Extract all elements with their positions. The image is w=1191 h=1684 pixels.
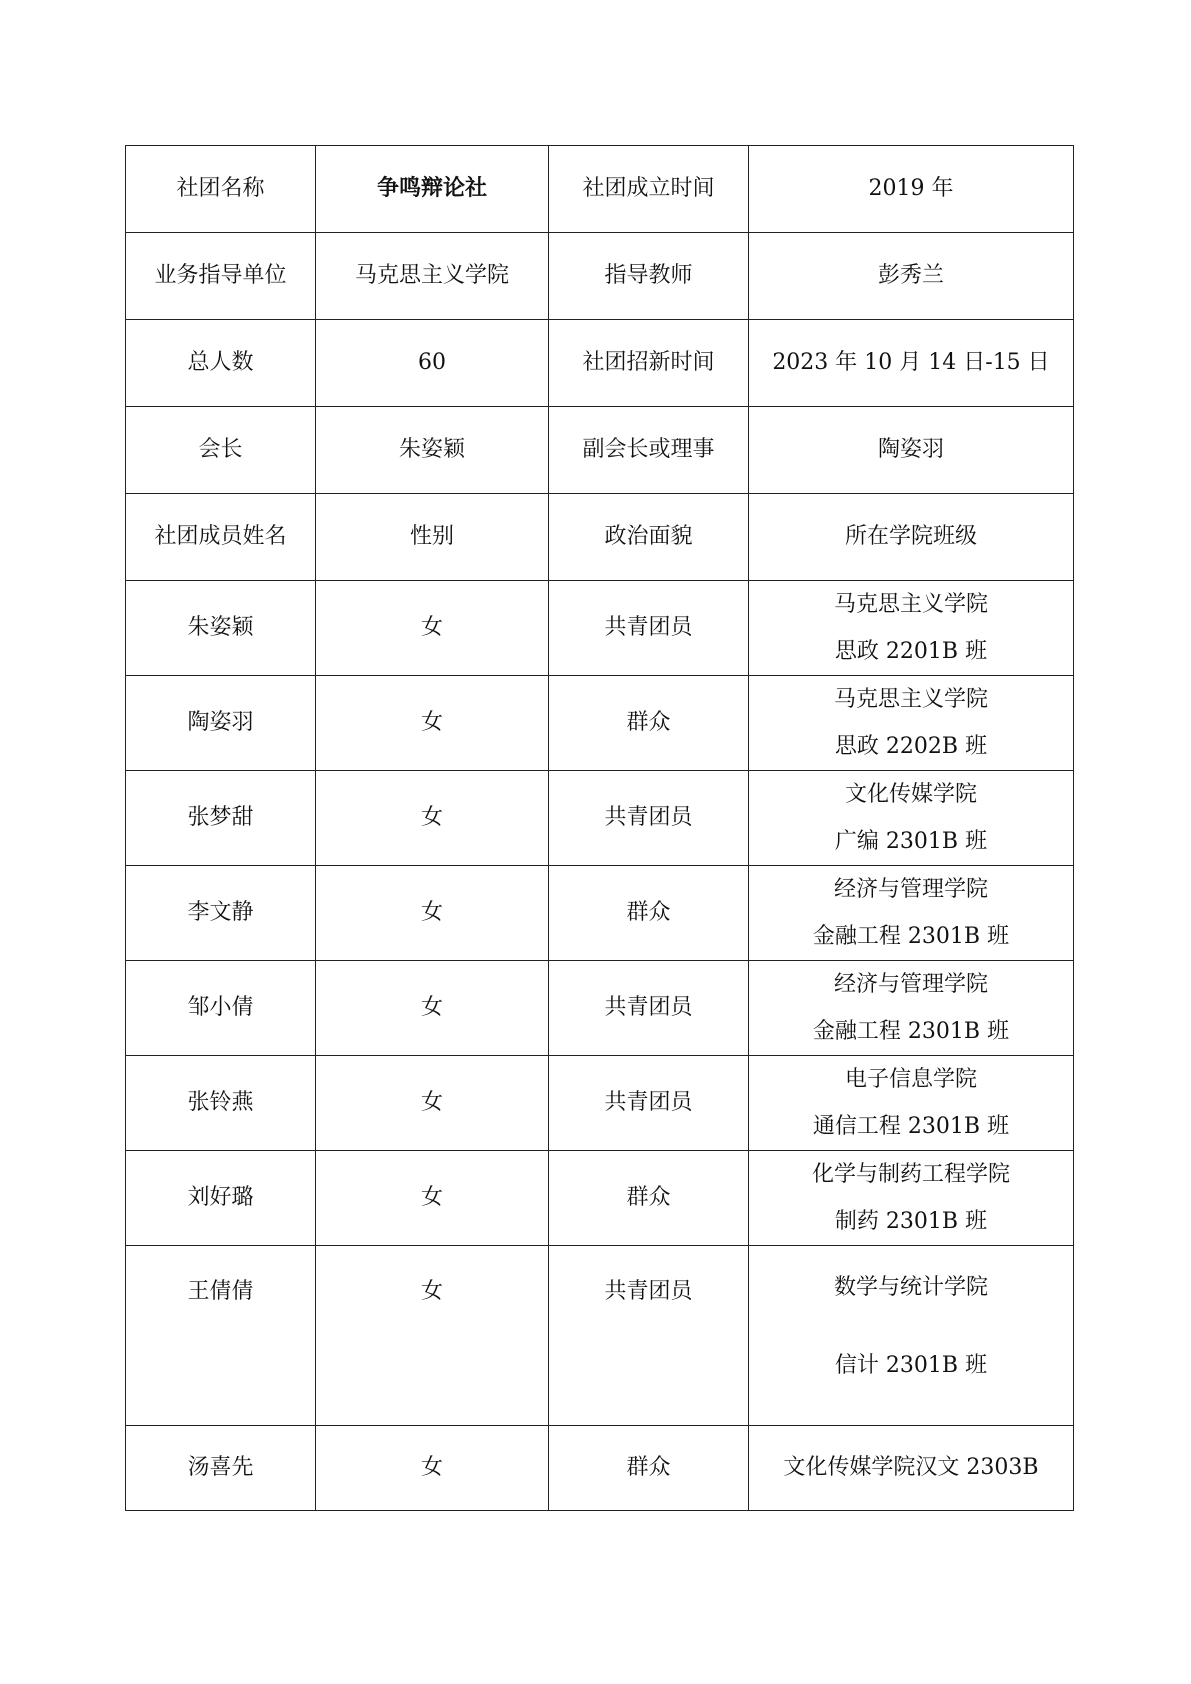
member-row <box>126 961 1074 1056</box>
member-row <box>126 1426 1074 1511</box>
member-name: 陶姿羽 <box>126 676 316 771</box>
member-name: 王倩倩 <box>126 1246 316 1426</box>
row-guide-unit <box>126 233 1074 320</box>
teacher-value: 彭秀兰 <box>749 233 1074 320</box>
header-class: 所在学院班级 <box>749 494 1074 581</box>
member-class: 思政 2201B 班 <box>834 639 988 664</box>
club-name-label: 社团名称 <box>126 146 316 233</box>
member-political: 群众 <box>549 1151 749 1246</box>
member-college: 经济与管理学院 <box>833 972 988 997</box>
member-name: 刘好璐 <box>126 1151 316 1246</box>
row-club-name <box>126 146 1074 233</box>
founded-label: 社团成立时间 <box>549 146 749 233</box>
member-college-class <box>749 1151 1074 1246</box>
member-college: 数学与统计学院 <box>833 1275 988 1300</box>
row-president <box>126 407 1074 494</box>
member-name: 邹小倩 <box>126 961 316 1056</box>
club-name-value: 争鸣辩论社 <box>316 146 549 233</box>
member-row <box>126 866 1074 961</box>
member-college-class <box>749 866 1074 961</box>
member-gender: 女 <box>316 1056 549 1151</box>
member-political: 共青团员 <box>549 1056 749 1151</box>
member-gender: 女 <box>316 1151 549 1246</box>
member-gender: 女 <box>316 771 549 866</box>
member-class: 广编 2301B 班 <box>834 829 988 854</box>
row-total <box>126 320 1074 407</box>
vice-label: 副会长或理事 <box>549 407 749 494</box>
header-name: 社团成员姓名 <box>126 494 316 581</box>
header-political: 政治面貌 <box>549 494 749 581</box>
member-college: 马克思主义学院 <box>833 687 988 712</box>
founded-value: 2019 年 <box>749 146 1074 233</box>
member-name: 汤喜先 <box>126 1426 316 1511</box>
member-political: 群众 <box>549 866 749 961</box>
member-college-class <box>749 961 1074 1056</box>
member-political: 共青团员 <box>549 581 749 676</box>
member-college-class: 文化传媒学院汉文 2303B <box>749 1426 1074 1511</box>
recruit-label: 社团招新时间 <box>549 320 749 407</box>
president-label: 会长 <box>126 407 316 494</box>
total-value: 60 <box>316 320 549 407</box>
member-college-class <box>749 581 1074 676</box>
member-row <box>126 771 1074 866</box>
member-class: 通信工程 2301B 班 <box>812 1114 1010 1139</box>
member-row <box>126 581 1074 676</box>
member-political: 群众 <box>549 1426 749 1511</box>
member-row <box>126 1151 1074 1246</box>
member-class: 金融工程 2301B 班 <box>812 924 1010 949</box>
member-political: 共青团员 <box>549 961 749 1056</box>
member-class: 思政 2202B 班 <box>834 734 988 759</box>
member-political: 共青团员 <box>549 1246 749 1426</box>
teacher-label: 指导教师 <box>549 233 749 320</box>
member-college: 电子信息学院 <box>844 1067 977 1092</box>
recruit-value: 2023 年 10 月 14 日-15 日 <box>749 320 1074 407</box>
members-header-row <box>126 494 1074 581</box>
member-gender: 女 <box>316 581 549 676</box>
member-political: 群众 <box>549 676 749 771</box>
member-gender: 女 <box>316 676 549 771</box>
member-college: 马克思主义学院 <box>833 592 988 617</box>
member-row <box>126 1246 1074 1426</box>
member-class: 制药 2301B 班 <box>834 1209 988 1234</box>
member-political: 共青团员 <box>549 771 749 866</box>
member-gender: 女 <box>316 961 549 1056</box>
club-info-table <box>125 145 1074 1511</box>
member-college-class <box>749 1056 1074 1151</box>
member-college-class <box>749 676 1074 771</box>
member-name: 张梦甜 <box>126 771 316 866</box>
member-class: 信计 2301B 班 <box>834 1353 988 1378</box>
member-college: 经济与管理学院 <box>833 877 988 902</box>
header-gender: 性别 <box>316 494 549 581</box>
member-college-class <box>749 771 1074 866</box>
member-row <box>126 676 1074 771</box>
guide-unit-value: 马克思主义学院 <box>316 233 549 320</box>
member-college: 化学与制药工程学院 <box>811 1162 1010 1187</box>
vice-value: 陶姿羽 <box>749 407 1074 494</box>
president-value: 朱姿颖 <box>316 407 549 494</box>
member-college: 文化传媒学院 <box>844 782 977 807</box>
member-gender: 女 <box>316 1246 549 1426</box>
member-name: 朱姿颖 <box>126 581 316 676</box>
total-label: 总人数 <box>126 320 316 407</box>
member-class: 金融工程 2301B 班 <box>812 1019 1010 1044</box>
guide-unit-label: 业务指导单位 <box>126 233 316 320</box>
member-gender: 女 <box>316 1426 549 1511</box>
member-name: 张铃燕 <box>126 1056 316 1151</box>
member-name: 李文静 <box>126 866 316 961</box>
member-row <box>126 1056 1074 1151</box>
member-gender: 女 <box>316 866 549 961</box>
member-college-class <box>749 1246 1074 1426</box>
